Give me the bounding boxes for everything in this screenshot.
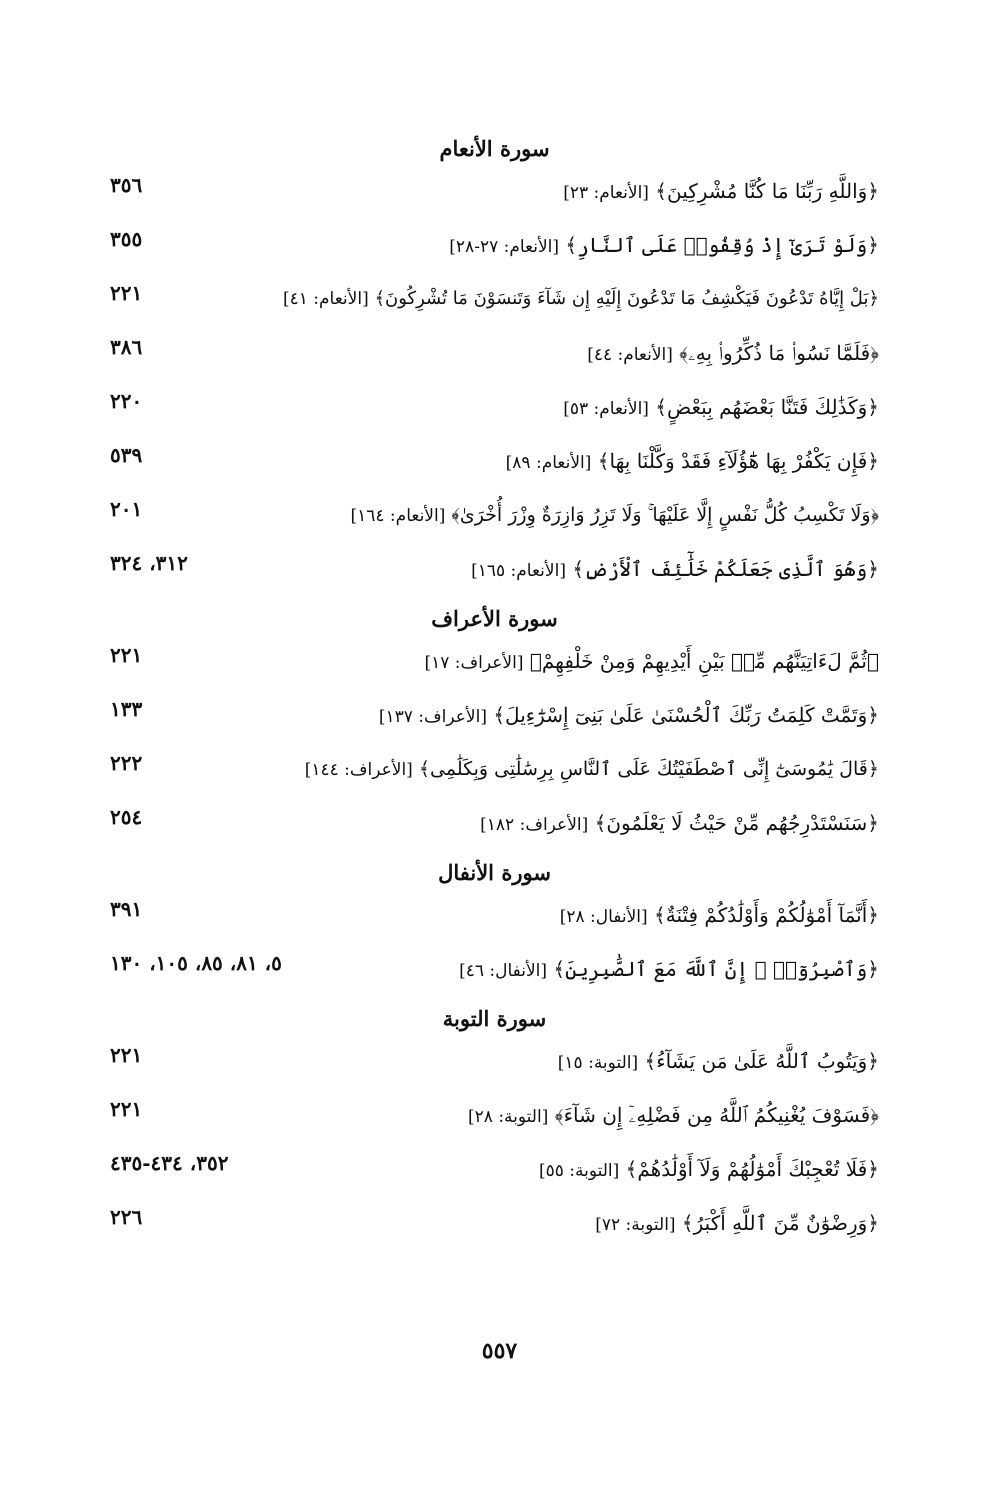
- ayah-reference: [الأنعام: ١٦٤]: [350, 506, 446, 526]
- page-refs: ٢٢١: [110, 1043, 143, 1067]
- page-refs: ٥٣٩: [110, 443, 143, 467]
- page-refs: ٢٢١: [110, 1097, 143, 1121]
- index-entry: [110, 1092, 879, 1146]
- index-entry: [110, 492, 879, 546]
- ayah-reference: [التوبة: ٥٥]: [538, 1161, 620, 1181]
- surah-title: سورة الأنفال: [438, 860, 551, 885]
- surah-title: سورة الأعراف: [431, 606, 558, 631]
- ayah-text: ﴿فَلَا تُعْجِبْكَ أَمْوَٰلُهُمْ وَلَآ أَوْلَٰدُهُمْ﴾ [التوبة: ٥٥]: [538, 1157, 879, 1181]
- ayah-reference: [الأعراف: ١٨٢]: [480, 815, 589, 835]
- index-entry: [110, 638, 879, 692]
- ayah-reference: [الأعراف: ١٤٤]: [304, 760, 413, 780]
- page-refs: ٢٢٦: [110, 1205, 143, 1229]
- index-entry: [110, 438, 879, 492]
- ayah-reference: [الأنعام: ٢٣]: [563, 183, 649, 203]
- index-entry: [110, 892, 879, 946]
- surah-title: سورة الأنعام: [439, 136, 550, 161]
- page-refs: ٢٢٢: [110, 751, 143, 775]
- ayah-text: ﴿ثُمَّ لَءَاتِيَنَّهُم مِّنۢ بَيْنِ أَيْدِيهِمْ وَمِنْ خَلْفِهِمْ﴾ [الأعراف: ١٧]: [424, 649, 879, 673]
- index-entry: [110, 1038, 879, 1092]
- ayah-reference: [الأنفال: ٤٦]: [459, 961, 548, 981]
- page-refs: ٣١٢، ٣٢٤: [110, 551, 188, 575]
- index-entry: [110, 946, 879, 1000]
- ayah-reference: [الأنعام: ٢٧-٢٨]: [449, 237, 560, 257]
- page-refs: ٣٥٢، ٤٣٤-٤٣٥: [110, 1151, 229, 1175]
- ayah-reference: [الأعراف: ١٣٧]: [378, 707, 487, 727]
- page-refs: ٥، ٨١، ٨٥، ١٠٥، ١٣٠: [110, 951, 282, 975]
- surah-title: سورة التوبة: [442, 1006, 547, 1031]
- page-refs: ٢٢٠: [110, 389, 143, 413]
- ayah-text: ﴿وَلَوْ تَرَىٰٓ إِذْ وُقِفُوا۟ عَلَى ٱلنَّارِ﴾ [الأنعام: ٢٧-٢٨]: [449, 233, 879, 257]
- page-refs: ٢٠١: [110, 497, 143, 521]
- index-entry: [110, 800, 879, 854]
- ayah-reference: [الأنعام: ٥٣]: [563, 399, 649, 419]
- ayah-reference: [الأعراف: ١٧]: [424, 653, 524, 673]
- index-content: [110, 130, 879, 1254]
- index-entry: [110, 276, 879, 330]
- page-refs: ٢٥٤: [110, 805, 143, 829]
- ayah-text: ﴿فَإِن يَكْفُرْ بِهَا هَٰٓؤُلَآءِ فَقَدْ وَكَّلْنَا بِهَا﴾ [الأنعام: ٨٩]: [505, 449, 879, 473]
- ayah-reference: [التوبة: ٧٢]: [595, 1215, 676, 1235]
- page-refs: ٣٥٥: [110, 227, 143, 251]
- ayah-text: ﴿فَلَمَّا نَسُوا۟ مَا ذُكِّرُوا۟ بِهِۦ﴾ [الأنعام: ٤٤]: [587, 341, 879, 365]
- ayah-text: ﴿وَٱصْبِرُوٓا۟ ۚ إِنَّ ٱللَّهَ مَعَ ٱلصَّٰبِرِينَ﴾ [الأنفال: ٤٦]: [459, 957, 879, 981]
- ayah-text: ﴿سَنَسْتَدْرِجُهُم مِّنْ حَيْثُ لَا يَعْلَمُونَ﴾ [الأعراف: ١٨٢]: [480, 811, 879, 835]
- ayah-text: ﴿وَيَتُوبُ ٱللَّهُ عَلَىٰ مَن يَشَآءُ﴾ [التوبة: ١٥]: [557, 1049, 879, 1073]
- page-refs: ٣٨٦: [110, 335, 143, 359]
- ayah-text: ﴿فَسَوْفَ يُغْنِيكُمُ ٱللَّهُ مِن فَضْلِهِۦٓ إِن شَآءَ﴾ [التوبة: ٢٨]: [468, 1103, 879, 1127]
- ayah-text: ﴿وَرِضْوَٰنٌ مِّنَ ٱللَّهِ أَكْبَرُ﴾ [التوبة: ٧٢]: [595, 1211, 879, 1235]
- index-entry: [110, 1200, 879, 1254]
- ayah-text: ﴿وَتَمَّتْ كَلِمَتُ رَبِّكَ ٱلْحُسْنَىٰ عَلَىٰ بَنِىٓ إِسْرَٰٓءِيلَ﴾ [الأعراف: ١٣٧]: [378, 703, 879, 727]
- ayah-reference: [الأنعام: ٨٩]: [505, 453, 592, 473]
- ayah-reference: [الأنفال: ٢٨]: [559, 907, 648, 927]
- page-number: ٥٥٧: [481, 1338, 518, 1364]
- ayah-reference: [الأنعام: ١٦٥]: [471, 561, 566, 581]
- page-refs: ٢٢١: [110, 643, 143, 667]
- index-entry: [110, 330, 879, 384]
- ayah-text: ﴿بَلْ إِيَّاهُ تَدْعُونَ فَيَكْشِفُ مَا تَدْعُونَ إِلَيْهِ إِن شَآءَ وَتَنسَوْنَ مَا تُشْرِكُونَ﴾ [الأنعام: ٤١]: [282, 288, 879, 309]
- ayah-text: ﴿أَنَّمَآ أَمْوَٰلُكُمْ وَأَوْلَٰدُكُمْ فِتْنَةٌ﴾ [الأنفال: ٢٨]: [559, 903, 879, 927]
- page-refs: ٢٢١: [110, 281, 143, 305]
- index-entry: [110, 384, 879, 438]
- ayah-text: ﴿وَكَذَٰلِكَ فَتَنَّا بَعْضَهُم بِبَعْضٍ﴾ [الأنعام: ٥٣]: [563, 395, 879, 419]
- index-entry: [110, 222, 879, 276]
- page-refs: ٣٩١: [110, 897, 143, 921]
- ayah-reference: [الأنعام: ٤٤]: [587, 345, 673, 365]
- page-refs: ٣٥٦: [110, 173, 143, 197]
- index-entry: [110, 746, 879, 800]
- index-entry: [110, 692, 879, 746]
- ayah-text: ﴿وَهُوَ ٱلَّذِى جَعَلَكُمْ خَلَٰٓئِفَ ٱلْأَرْضِ﴾ [الأنعام: ١٦٥]: [471, 557, 879, 581]
- index-entry: [110, 546, 879, 600]
- ayah-text: ﴿وَاللَّهِ رَبِّنَا مَا كُنَّا مُشْرِكِينَ﴾ [الأنعام: ٢٣]: [563, 179, 879, 203]
- ayah-text: ﴿وَلَا تَكْسِبُ كُلُّ نَفْسٍ إِلَّا عَلَيْهَا ۚ وَلَا تَزِرُ وَازِرَةٌ وِزْرَ أُخْرَىٰ﴾ [الأنعام: ١٦٤]: [350, 504, 879, 526]
- index-entry: [110, 168, 879, 222]
- index-entry: [110, 1146, 879, 1200]
- ayah-reference: [التوبة: ٢٨]: [468, 1107, 549, 1127]
- ayah-reference: [التوبة: ١٥]: [557, 1053, 639, 1073]
- page-refs: ١٣٣: [110, 697, 143, 721]
- ayah-reference: [الأنعام: ٤١]: [282, 289, 369, 309]
- ayah-text: ﴿قَالَ يَٰمُوسَىٰٓ إِنِّى ٱصْطَفَيْتُكَ عَلَى ٱلنَّاسِ بِرِسَٰلَٰتِى وَبِكَلَٰمِى﴾ [الأعراف: ١٤٤]: [304, 758, 879, 780]
